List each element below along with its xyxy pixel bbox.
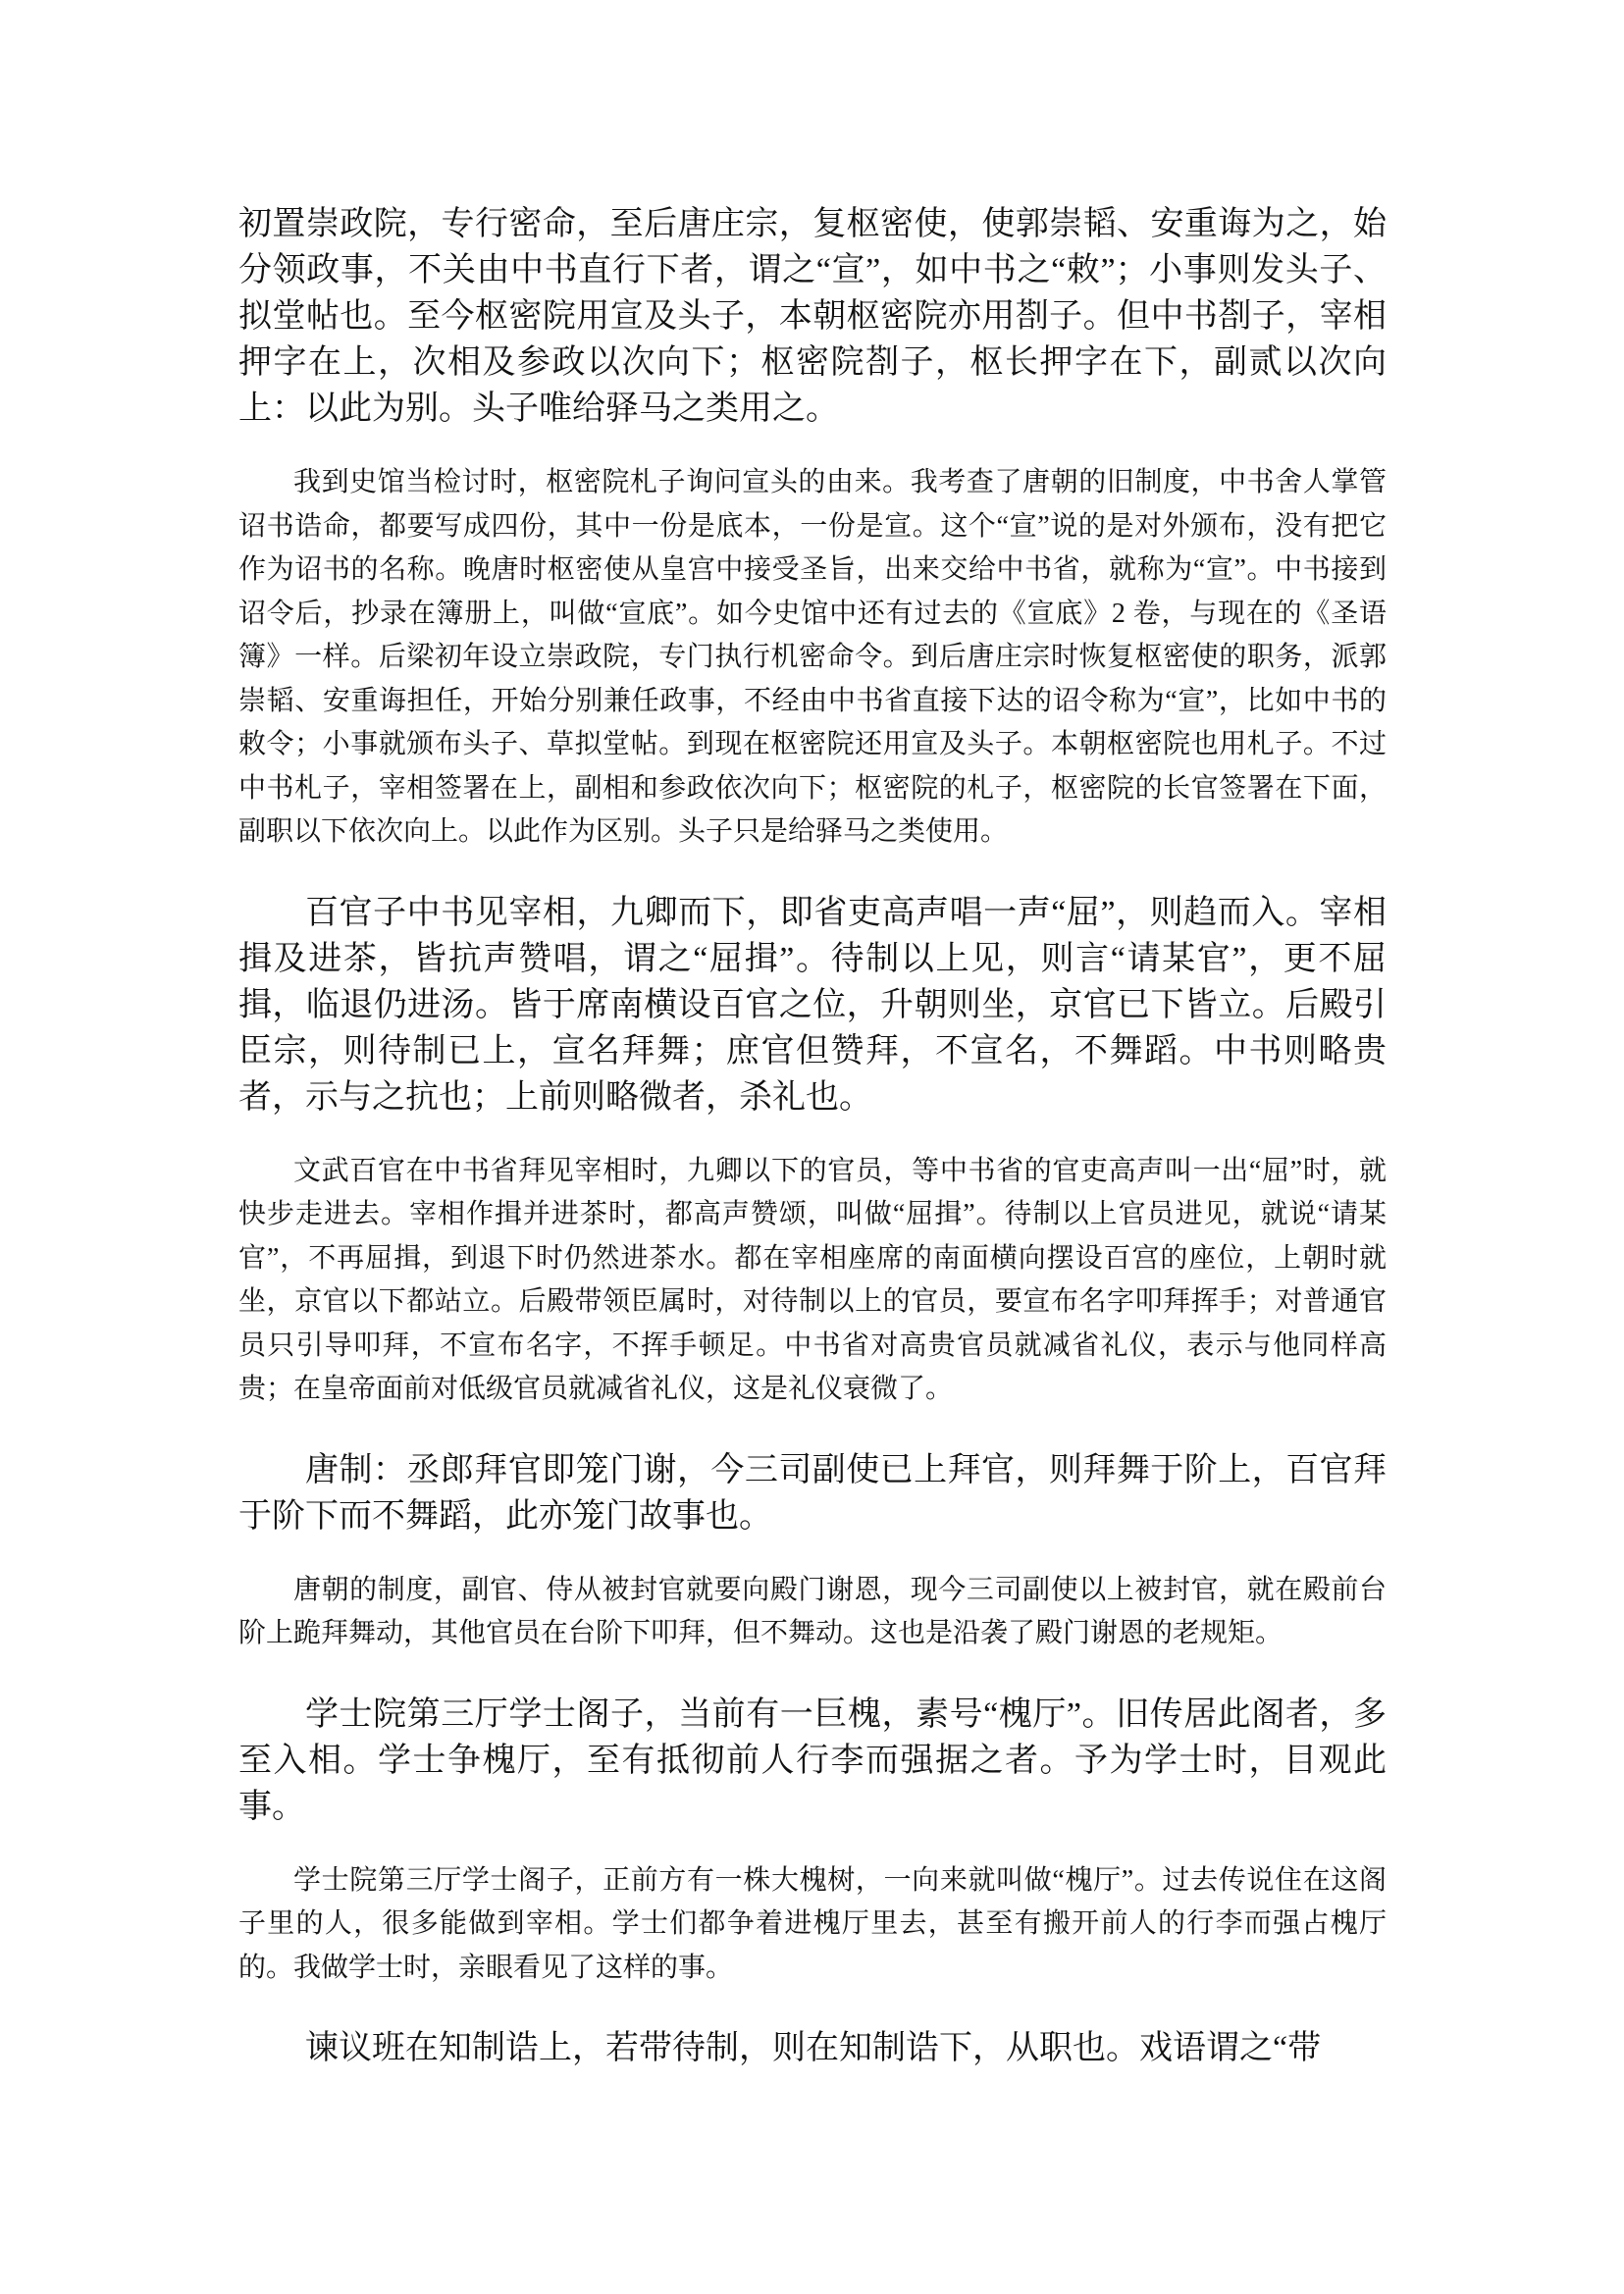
classical-paragraph-3: 唐制：丞郎拜官即笼门谢，今三司副使已上拜官，则拜舞于阶上，百官拜于阶下而不舞蹈，此亦笼门故事也。: [238, 1451, 1387, 1535]
classical-paragraph-1: 初置崇政院，专行密命，至后唐庄宗，复枢密使，使郭崇韬、安重诲为之，始分领政事，不关由中书直行下者，谓之“宣”，如中书之“敕”；小事则发头子、拟堂帖也。至今枢密院用宣及头子，本朝枢密院亦用剳子。但中书剳子，宰相押字在上，次相及参政以次向下；枢密院剳子，枢长押字在下，副贰以次向上：以此为别。头子唯给驿马之类用之。: [238, 206, 1387, 427]
classical-paragraph-2: 百官子中书见宰相，九卿而下，即省吏高声唱一声“屈”，则趋而入。宰相揖及进茶，皆抗声赞唱，谓之“屈揖”。待制以上见，则言“请某官”，更不屈揖，临退仍进汤。皆于席南横设百官之位，升朝则坐，京官已下皆立。后殿引臣宗，则待制已上，宣名拜舞；庶官但赞拜，不宣名，不舞蹈。中书则略贵者，示与之抗也；上前则略微者，杀礼也。: [238, 894, 1387, 1116]
translation-paragraph-2: 文武百官在中书省拜见宰相时，九卿以下的官员，等中书省的官吏高声叫一出“屈”时，就快步走进去。宰相作揖并进茶时，都高声赞颂，叫做“屈揖”。待制以上官员进见，就说“请某官”，不再屈揖，到退下时仍然进茶水。都在宰相座席的南面横向摆设百宫的座位，上朝时就坐，京官以下都站立。后殿带领臣属时，对待制以上的官员，要宣布名字叩拜挥手；对普通官员只引导叩拜，不宣布名字，不挥手顿足。中书省对高贵官员就减省礼仪，表示与他同样高贵；在皇帝面前对低级官员就减省礼仪，这是礼仪衰微了。: [238, 1155, 1387, 1404]
translation-paragraph-3: 唐朝的制度，副官、侍从被封官就要向殿门谢恩，现今三司副使以上被封官，就在殿前台阶上跪拜舞动，其他官员在台阶下叩拜，但不舞动。这也是沿袭了殿门谢恩的老规矩。: [238, 1574, 1387, 1648]
translation-paragraph-1: 我到史馆当检讨时，枢密院札子询问宣头的由来。我考查了唐朝的旧制度，中书舍人掌管诏书诰命，都要写成四份，其中一份是底本，一份是宣。这个“宣”说的是对外颁布，没有把它作为诏书的名称。晚唐时枢密使从皇宫中接受圣旨，出来交给中书省，就称为“宣”。中书接到诏令后，抄录在簿册上，叫做“宣底”。如今史馆中还有过去的《宣底》2 卷，与现在的《圣语簿》一样。后梁初年设立崇政院，专门执行机密命令。到后唐庄宗时恢复枢密使的职务，派郭崇韬、安重诲担任，开始分别兼任政事，不经由中书省直接下达的诏令称为“宣”，比如中书的敕令；小事就颁布头子、草拟堂帖。到现在枢密院还用宣及头子。本朝枢密院也用札子。不过中书札子，宰相签署在上，副相和参政依次向下；枢密院的札子，枢密院的长官签署在下面，副职以下依次向上。以此作为区别。头子只是给驿马之类使用。: [238, 467, 1387, 847]
classical-paragraph-4: 学士院第三厅学士阁子，当前有一巨槐，素号“槐厅”。旧传居此阁者，多至入相。学士争槐厅，至有抵彻前人行李而强据之者。予为学士时，目观此事。: [238, 1695, 1387, 1825]
classical-paragraph-5: 谏议班在知制诰上，若带待制，则在知制诰下，从职也。戏语谓之“带: [305, 2030, 1322, 2066]
translation-paragraph-4: 学士院第三厅学士阁子，正前方有一株大槐树，一向来就叫做“槐厅”。过去传说住在这阁子里的人，很多能做到宰相。学士们都争着进槐厅里去，甚至有搬开前人的行李而强占槐厅的。我做学士时，亲眼看见了这样的事。: [238, 1864, 1387, 1983]
